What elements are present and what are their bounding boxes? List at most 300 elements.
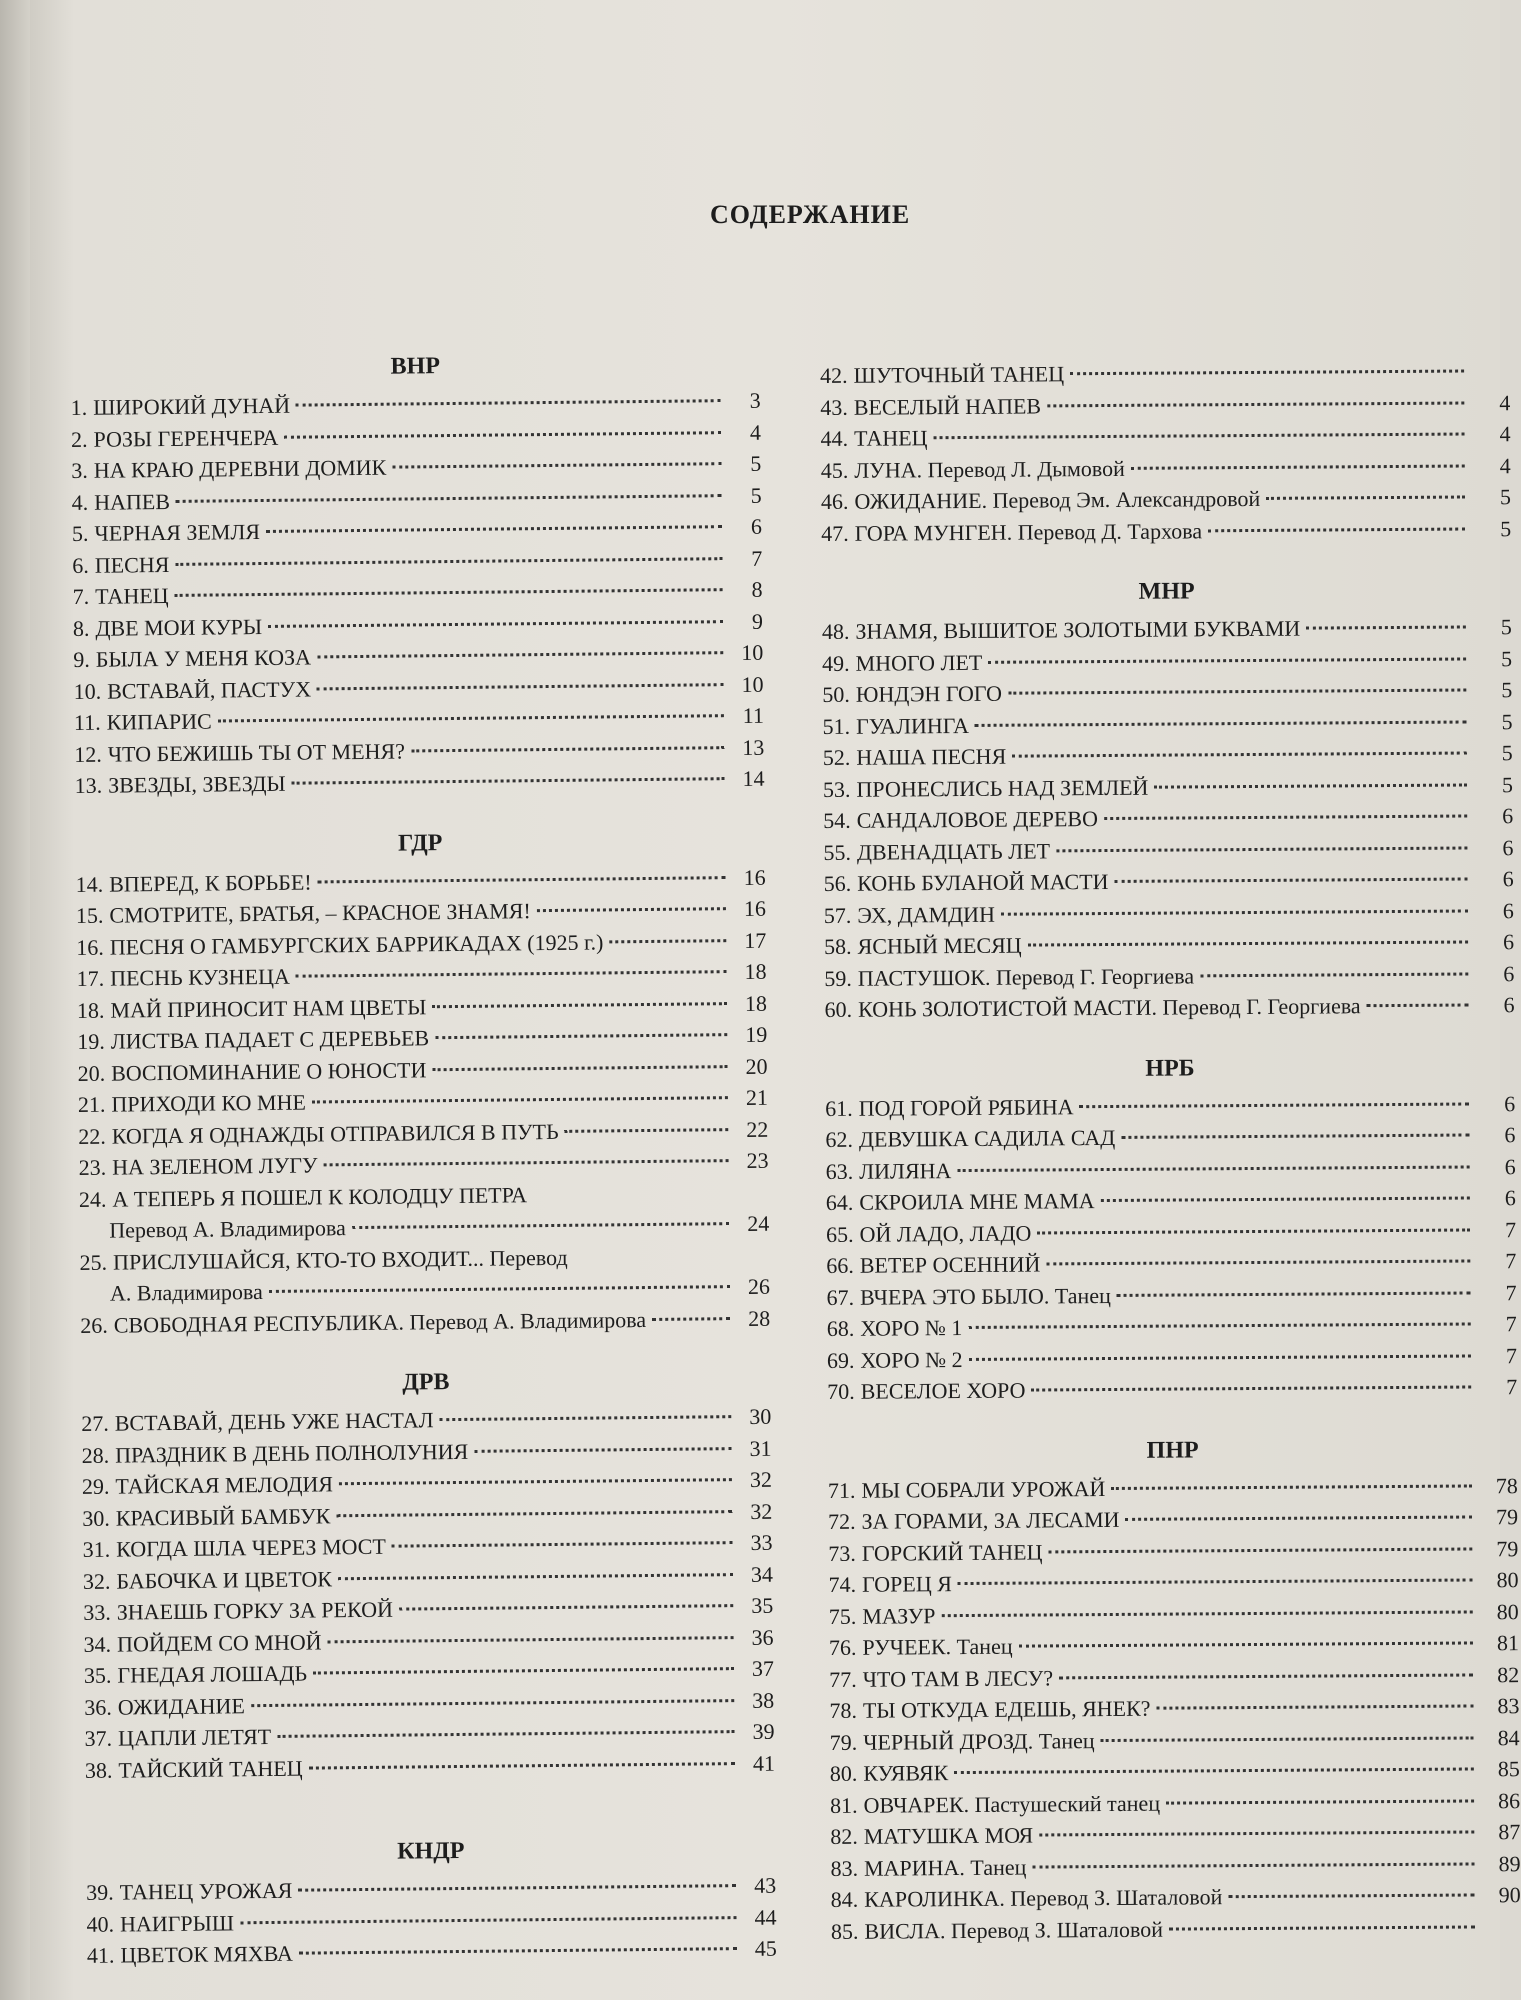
dot-leader	[296, 969, 727, 978]
dot-leader	[240, 1915, 737, 1924]
entry-title: ГОРЕЦ Я	[861, 1571, 952, 1597]
entry-number: 20.	[77, 1060, 106, 1086]
entry-title: ВСТАВАЙ, ПАСТУХ	[106, 675, 312, 704]
toc-entry	[830, 1785, 1520, 1821]
entry-page-number: 31	[749, 1435, 772, 1461]
entry-page-number: 80	[1496, 1567, 1519, 1593]
entry-title: ПЕСНЯ	[94, 551, 170, 578]
entry-page-number: 7	[1505, 1248, 1517, 1274]
entry-page-number: 4	[1499, 452, 1511, 478]
toc-entry	[829, 1596, 1519, 1632]
dot-leader	[432, 1001, 727, 1008]
entry-title: НАИГРЫШ	[119, 1909, 235, 1937]
dot-leader	[1001, 908, 1468, 915]
entry-page-number: 9	[751, 608, 764, 634]
entry-title: ПОД ГОРОЙ РЯБИНА	[858, 1093, 1074, 1121]
entry-number: 29.	[81, 1473, 110, 1499]
entry-title: ЧЕРНАЯ ЗЕМЛЯ	[94, 519, 261, 546]
entry-title: ЗА ГОРАМИ, ЗА ЛЕСАМИ	[861, 1506, 1120, 1534]
toc-entry	[824, 895, 1514, 931]
entry-title: МЫ СОБРАЛИ УРОЖАЙ	[861, 1475, 1106, 1503]
entry-number: 55.	[823, 839, 852, 865]
dot-leader	[1166, 1798, 1474, 1804]
entry-page-number: 8	[751, 576, 763, 602]
entry-number: 60.	[824, 996, 853, 1022]
entry-page-number: 10	[741, 639, 764, 665]
toc-entry	[828, 1533, 1518, 1569]
entry-title: НА ЗЕЛЕНОМ ЛУГУ	[111, 1152, 318, 1180]
toc-entry	[826, 1151, 1516, 1187]
entry-page-number: 86	[1497, 1787, 1521, 1813]
toc-entry	[821, 481, 1511, 517]
dot-leader	[175, 556, 722, 566]
dot-leader	[968, 1321, 1470, 1329]
entry-number: 35.	[83, 1662, 112, 1688]
entry-title: ТЫ ОТКУДА ЕДЕШЬ, ЯНЕК?	[862, 1695, 1151, 1723]
dot-leader	[1306, 624, 1466, 629]
dot-leader	[328, 1635, 734, 1643]
entry-number: 27.	[81, 1410, 109, 1436]
toc-section	[70, 350, 765, 802]
entry-page-number: 7	[1504, 1216, 1517, 1242]
dot-leader	[324, 1158, 729, 1166]
entry-translator: Перевод А. Владимирова	[109, 1215, 346, 1243]
entry-number: 50.	[822, 681, 850, 707]
dot-leader	[1208, 526, 1465, 532]
entry-page-number: 4	[749, 419, 762, 445]
entry-title: МАЗУР	[862, 1602, 936, 1629]
dot-leader	[266, 524, 722, 533]
entry-page-number: 5	[1501, 708, 1513, 734]
entry-title: ЦВЕТОК МЯХВА	[120, 1940, 294, 1968]
entry-number: 54.	[823, 807, 851, 833]
toc-entry	[821, 513, 1511, 549]
dot-leader	[338, 1572, 733, 1580]
entry-page-number: 6	[1503, 992, 1515, 1018]
entry-number: 68.	[826, 1315, 855, 1341]
entry-title: ВСТАВАЙ, ДЕНЬ УЖЕ НАСТАЛ	[114, 1407, 434, 1436]
entry-number: 39.	[86, 1879, 114, 1905]
toc-entry	[827, 1371, 1517, 1407]
dot-leader	[1028, 939, 1468, 946]
entry-title: КАРОЛИНКА. Перевод З. Шаталовой	[864, 1884, 1223, 1912]
entry-title: СВОБОДНАЯ РЕСПУБЛИКА. Перевод А. Владимирова	[113, 1306, 647, 1338]
toc-entry	[823, 800, 1513, 836]
entry-page-number: 5	[750, 450, 762, 476]
entry-number: 77.	[829, 1666, 857, 1692]
entry-page-number: 87	[1498, 1819, 1521, 1845]
entry-number: 15.	[75, 902, 104, 928]
entry-page-number: 13	[742, 734, 765, 760]
dot-leader	[292, 776, 725, 785]
entry-page-number: 83	[1497, 1693, 1520, 1719]
book-binding	[0, 0, 31, 2000]
entry-title: ГОРСКИЙ ТАНЕЦ	[861, 1538, 1043, 1566]
dot-leader	[1080, 1101, 1470, 1108]
entry-number: 2.	[70, 426, 88, 452]
entry-title: ОЖИДАНИЕ	[117, 1692, 245, 1720]
entry-page-number: 28	[748, 1305, 771, 1331]
entry-title: ШУТОЧНЫЙ ТАНЕЦ	[853, 361, 1065, 388]
entry-page-number: 39	[752, 1718, 775, 1744]
entry-number: 41.	[86, 1942, 115, 1968]
toc-entry	[827, 1308, 1517, 1344]
dot-leader	[268, 619, 723, 628]
entry-title: БАБОЧКА И ЦВЕТОК	[116, 1565, 333, 1594]
toc-entry	[825, 1119, 1515, 1155]
entry-page-number: 85	[1497, 1756, 1520, 1782]
section-title: ВНР	[390, 353, 441, 380]
entry-page-number: 45	[754, 1935, 777, 1961]
entry-page-number: 7	[1506, 1374, 1518, 1400]
entry-page-number: 81	[1496, 1630, 1520, 1656]
entry-number: 72.	[828, 1508, 856, 1534]
section-title: МНР	[1138, 578, 1195, 605]
dot-leader	[1154, 782, 1467, 788]
entry-page-number: 36	[751, 1624, 774, 1650]
entry-number: 57.	[823, 902, 852, 928]
entry-title: ДВЕ МОИ КУРЫ	[95, 613, 263, 641]
entry-title: МАРИНА. Танец	[863, 1854, 1027, 1881]
entry-page-number: 20	[745, 1053, 768, 1079]
entry-number: 59.	[824, 965, 852, 991]
entry-title: ОЙ ЛАДО, ЛАДО	[859, 1220, 1032, 1247]
dot-leader	[296, 398, 721, 406]
entry-number: 9.	[73, 646, 90, 672]
entry-title: ВИСЛА. Перевод З. Шаталовой	[864, 1916, 1163, 1944]
entry-number: 42.	[820, 362, 848, 388]
entry-page-number: 89	[1498, 1850, 1521, 1876]
dot-leader	[435, 1032, 727, 1039]
entry-title: КОНЬ БУЛАНОЙ МАСТИ	[857, 868, 1109, 896]
section-title: ДРВ	[402, 1369, 450, 1396]
toc-entry	[831, 1911, 1521, 1947]
dot-leader	[957, 1164, 1469, 1172]
entry-title: ВЧЕРА ЭТО БЫЛО. Танец	[859, 1282, 1111, 1310]
entry-title: РОЗЫ ГЕРЕНЧЕРА	[93, 424, 279, 452]
entry-number: 5.	[71, 520, 89, 546]
entry-title: ВЕСЕЛЫЙ НАПЕВ	[853, 392, 1042, 420]
entry-title: ОЖИДАНИЕ. Перевод Эм. Александровой	[854, 485, 1261, 514]
entry-page-number: 26	[747, 1273, 771, 1299]
dot-leader	[317, 682, 724, 690]
entry-page-number: 43	[754, 1872, 777, 1898]
entry-number: 25.	[79, 1249, 108, 1275]
dot-leader	[1048, 1546, 1472, 1553]
dot-leader	[298, 1883, 736, 1892]
dot-leader	[299, 1946, 737, 1955]
entry-number: 80.	[829, 1760, 858, 1786]
entry-title: ПРАЗДНИК В ДЕНЬ ПОЛНОЛУНИЯ	[114, 1438, 469, 1468]
entry-page-number: 33	[750, 1529, 773, 1555]
entry-title: ЦАПЛИ ЛЕТЯТ	[117, 1723, 272, 1751]
entry-page-number: 24	[747, 1210, 770, 1236]
entry-page-number: 23	[746, 1147, 769, 1173]
entry-page-number: 90	[1498, 1882, 1521, 1908]
toc-entry	[825, 1088, 1515, 1124]
entry-number: 17.	[76, 965, 105, 991]
entry-number: 16.	[76, 934, 104, 960]
dot-leader	[1070, 369, 1464, 376]
entry-page-number: 38	[752, 1687, 775, 1713]
entry-page-number: 16	[743, 864, 766, 890]
entry-number: 26.	[80, 1312, 108, 1338]
entry-page-number: 37	[751, 1655, 775, 1681]
dot-leader	[392, 461, 721, 468]
toc-entry	[829, 1690, 1519, 1726]
toc-right-column	[820, 355, 1521, 1947]
entry-page-number: 44	[754, 1904, 777, 1930]
toc-entry	[822, 611, 1512, 647]
entry-title: КУЯВЯК	[863, 1760, 949, 1786]
entry-number: 70.	[827, 1378, 855, 1404]
entry-page-number: 18	[744, 958, 767, 984]
dot-leader	[318, 875, 726, 883]
entry-page-number: 6	[1504, 1153, 1516, 1179]
entry-title: МАЙ ПРИНОСИТ НАМ ЦВЕТЫ	[110, 993, 427, 1023]
entry-title: ПЕСНЬ КУЗНЕЦА	[110, 963, 290, 991]
toc-entry	[830, 1848, 1520, 1884]
toc-entry	[830, 1753, 1520, 1789]
entry-page-number: 82	[1497, 1661, 1520, 1687]
entry-number: 34.	[83, 1631, 112, 1657]
dot-leader	[975, 719, 1467, 726]
dot-leader	[1101, 1195, 1470, 1202]
entry-number: 8.	[72, 615, 90, 641]
entry-number: 67.	[826, 1284, 855, 1310]
entry-number: 4.	[71, 489, 89, 515]
entry-title: ДЕВУШКА САДИЛА САД	[858, 1124, 1116, 1152]
toc-entry	[830, 1722, 1520, 1758]
dot-leader	[1019, 1640, 1473, 1647]
toc-entry	[826, 1214, 1516, 1250]
dot-leader	[1114, 876, 1467, 882]
section-title: ПНР	[1146, 1436, 1199, 1464]
entry-title: ХОРО № 1	[860, 1315, 963, 1341]
entry-title: ЛИСТВА ПАДАЕТ С ДЕРЕВЬЕВ	[110, 1025, 430, 1054]
entry-title: ГОРА МУНГЕН. Перевод Д. Тархова	[854, 517, 1203, 546]
entry-title: ЗВЕЗДЫ, ЗВЕЗДЫ	[107, 770, 286, 798]
entry-number: 56.	[823, 870, 852, 896]
dot-leader	[440, 1414, 732, 1421]
entry-number: 19.	[77, 1028, 105, 1054]
dot-leader	[933, 432, 1464, 440]
entry-title: ГНЕДАЯ ЛОШАДЬ	[117, 1660, 308, 1688]
entry-number: 73.	[828, 1540, 856, 1566]
dot-leader	[1037, 1227, 1470, 1234]
entry-number: 69.	[826, 1347, 855, 1373]
entry-number: 48.	[821, 618, 850, 644]
entry-page-number: 35	[751, 1592, 774, 1618]
dot-leader	[1101, 1735, 1474, 1742]
toc-entry	[828, 1564, 1518, 1600]
entry-page-number: 5	[1500, 515, 1512, 541]
entry-page-number: 5	[1500, 614, 1512, 640]
dot-leader	[1008, 687, 1466, 694]
entry-title: ОВЧАРЕК. Пастушеский танец	[863, 1790, 1161, 1818]
dot-leader	[1228, 1892, 1474, 1898]
dot-leader	[392, 1540, 733, 1548]
entry-number: 65.	[826, 1221, 854, 1247]
dot-leader	[1039, 1829, 1474, 1836]
toc-entry	[829, 1659, 1519, 1695]
entry-title: ЭХ, ДАМДИН	[857, 901, 996, 928]
toc-entry	[822, 643, 1512, 679]
dot-leader	[432, 1064, 727, 1071]
dot-leader	[251, 1698, 734, 1707]
entry-number: 21.	[77, 1091, 106, 1117]
entry-title: ПРИХОДИ КО МНЕ	[111, 1089, 306, 1117]
entry-page-number: 6	[1504, 1122, 1516, 1148]
entry-title: ПЕСНЯ О ГАМБУРГСКИХ БАРРИКАДАХ (1925 г.)	[109, 928, 604, 960]
entry-title: ПРИСЛУШАЙСЯ, КТО-ТО ВХОДИТ... Перевод	[112, 1244, 568, 1275]
entry-page-number: 41	[752, 1750, 776, 1776]
dot-leader	[1104, 813, 1467, 820]
entry-title: ЧТО ТАМ В ЛЕСУ?	[862, 1664, 1054, 1692]
entry-page-number: 6	[1502, 929, 1515, 955]
dot-leader	[988, 656, 1466, 663]
entry-page-number: 34	[750, 1561, 774, 1587]
entry-number: 3.	[71, 457, 88, 483]
dot-leader	[1131, 463, 1465, 469]
entry-title: ТАЙСКИЙ ТАНЕЦ	[118, 1755, 303, 1783]
dot-leader	[969, 1353, 1471, 1361]
entry-title: ДВЕНАДЦАТЬ ЛЕТ	[856, 837, 1051, 865]
toc-entry	[824, 989, 1514, 1025]
dot-leader	[1056, 845, 1467, 852]
toc-entry	[822, 674, 1512, 710]
entry-page-number: 6	[750, 513, 763, 539]
dot-leader	[1156, 1703, 1473, 1709]
entry-title: ВПЕРЕД, К БОРЬБЕ!	[109, 868, 312, 897]
entry-number: 82.	[830, 1823, 858, 1849]
entry-page-number: 21	[745, 1084, 769, 1110]
entry-translator: А. Владимирова	[109, 1279, 263, 1306]
entry-title: НАША ПЕСНЯ	[856, 743, 1007, 770]
entry-number: 14.	[75, 871, 104, 897]
entry-title: ЛУНА. Перевод Л. Дымовой	[854, 455, 1125, 483]
entry-number: 51.	[822, 713, 851, 739]
entry-number: 23.	[78, 1154, 107, 1180]
dot-leader	[218, 713, 724, 722]
entry-title: КРАСИВЫЙ БАМБУК	[115, 1502, 331, 1531]
toc-entry	[824, 958, 1514, 994]
dot-leader	[411, 745, 724, 752]
entry-number: 13.	[74, 772, 103, 798]
entry-number: 32.	[82, 1568, 111, 1594]
entry-page-number: 5	[1501, 645, 1513, 671]
entry-number: 44.	[820, 425, 849, 451]
toc-section	[75, 826, 770, 1341]
toc-entry	[829, 1627, 1519, 1663]
entry-page-number: 16	[743, 895, 767, 921]
entry-page-number: 17	[744, 927, 767, 953]
entry-title: КОНЬ ЗОЛОТИСТОЙ МАСТИ. Перевод Г. Георгиева	[857, 993, 1361, 1022]
dot-leader	[958, 1577, 1473, 1585]
dot-leader	[317, 650, 723, 658]
dot-leader	[312, 1095, 728, 1103]
entry-title: ТАНЕЦ	[853, 425, 928, 451]
entry-number: 6.	[72, 552, 89, 578]
entry-title: КОГДА Я ОДНАЖДЫ ОТПРАВИЛСЯ В ПУТЬ	[111, 1118, 559, 1149]
entry-page-number: 7	[1505, 1279, 1517, 1305]
entry-title: ЧТО БЕЖИШЬ ТЫ ОТ МЕНЯ?	[107, 738, 406, 767]
toc-entry	[824, 863, 1514, 899]
entry-page-number: 6	[1502, 803, 1514, 829]
toc-entry	[822, 706, 1512, 742]
entry-number: 84.	[830, 1886, 859, 1912]
entry-title: ТАНЕЦ	[95, 582, 169, 609]
entry-title: ЮНДЭН ГОГО	[855, 680, 1003, 707]
entry-title: НА КРАЮ ДЕРЕВНИ ДОМИК	[93, 454, 387, 483]
dot-leader	[1367, 1002, 1469, 1007]
entry-title: КИПАРИС	[106, 708, 212, 735]
entry-page-number: 84	[1497, 1724, 1520, 1750]
entry-number: 64.	[825, 1189, 854, 1215]
entry-number: 83.	[830, 1855, 859, 1881]
entry-number: 40.	[86, 1911, 115, 1937]
entry-title: ПРОНЕСЛИСЬ НАД ЗЕМЛЕЙ	[856, 774, 1149, 802]
entry-number: 36.	[84, 1694, 112, 1720]
entry-page-number: 6	[1502, 834, 1514, 860]
entry-number: 52.	[822, 744, 851, 770]
toc-section	[86, 1835, 777, 1972]
toc-section	[822, 576, 1515, 1025]
entry-number: 63.	[825, 1158, 854, 1184]
section-title: ГДР	[397, 829, 443, 857]
entry-title: САНДАЛОВОЕ ДЕРЕВО	[856, 806, 1099, 833]
entry-title: ВЕТЕР ОСЕННИЙ	[859, 1251, 1041, 1278]
dot-leader	[277, 1729, 734, 1738]
toc-entry	[823, 769, 1513, 805]
entry-number: 30.	[82, 1505, 110, 1531]
entry-title: ТАНЕЦ УРОЖАЯ	[119, 1877, 293, 1905]
entry-number: 71.	[827, 1477, 856, 1503]
dot-leader	[537, 906, 726, 912]
entry-number: 7.	[72, 583, 90, 609]
entry-number: 31.	[82, 1536, 111, 1562]
toc-entry	[820, 355, 1510, 391]
dot-leader	[954, 1766, 1474, 1774]
section-gap	[85, 1779, 775, 1830]
entry-title: БЫЛА У МЕНЯ КОЗА	[95, 644, 312, 672]
dot-leader	[609, 938, 726, 943]
entry-page-number: 19	[745, 1021, 768, 1047]
section-title: КНДР	[397, 1837, 465, 1865]
entry-title: ГУАЛИНГА	[855, 712, 970, 739]
entry-number: 62.	[825, 1126, 854, 1152]
dot-leader	[1012, 750, 1467, 757]
entry-title: СКРОИЛА МНЕ МАМА	[859, 1188, 1095, 1215]
entry-number: 47.	[821, 520, 849, 546]
entry-number: 75.	[828, 1603, 857, 1629]
dot-leader	[1121, 1132, 1469, 1138]
entry-title: ЧЕРНЫЙ ДРОЗД. Танец	[863, 1727, 1095, 1755]
entry-title: ЗНАМЯ, ВЫШИТОЕ ЗОЛОТЫМИ БУКВАМИ	[855, 615, 1301, 644]
entry-number: 78.	[829, 1697, 858, 1723]
toc-entry	[830, 1816, 1520, 1852]
dot-leader	[269, 1284, 730, 1293]
entry-title: ПОЙДЕМ СО МНОЙ	[116, 1628, 322, 1657]
entry-title: СМОТРИТЕ, БРАТЬЯ, – КРАСНОЕ ЗНАМЯ!	[109, 898, 531, 928]
toc-entry	[823, 737, 1513, 773]
entry-title: НАПЕВ	[94, 488, 171, 515]
entry-page-number: 5	[1501, 771, 1514, 797]
dot-leader	[1047, 400, 1464, 407]
entry-page-number: 18	[744, 990, 768, 1016]
entry-page-number: 14	[742, 765, 765, 791]
entry-page-number: 79	[1496, 1504, 1519, 1530]
